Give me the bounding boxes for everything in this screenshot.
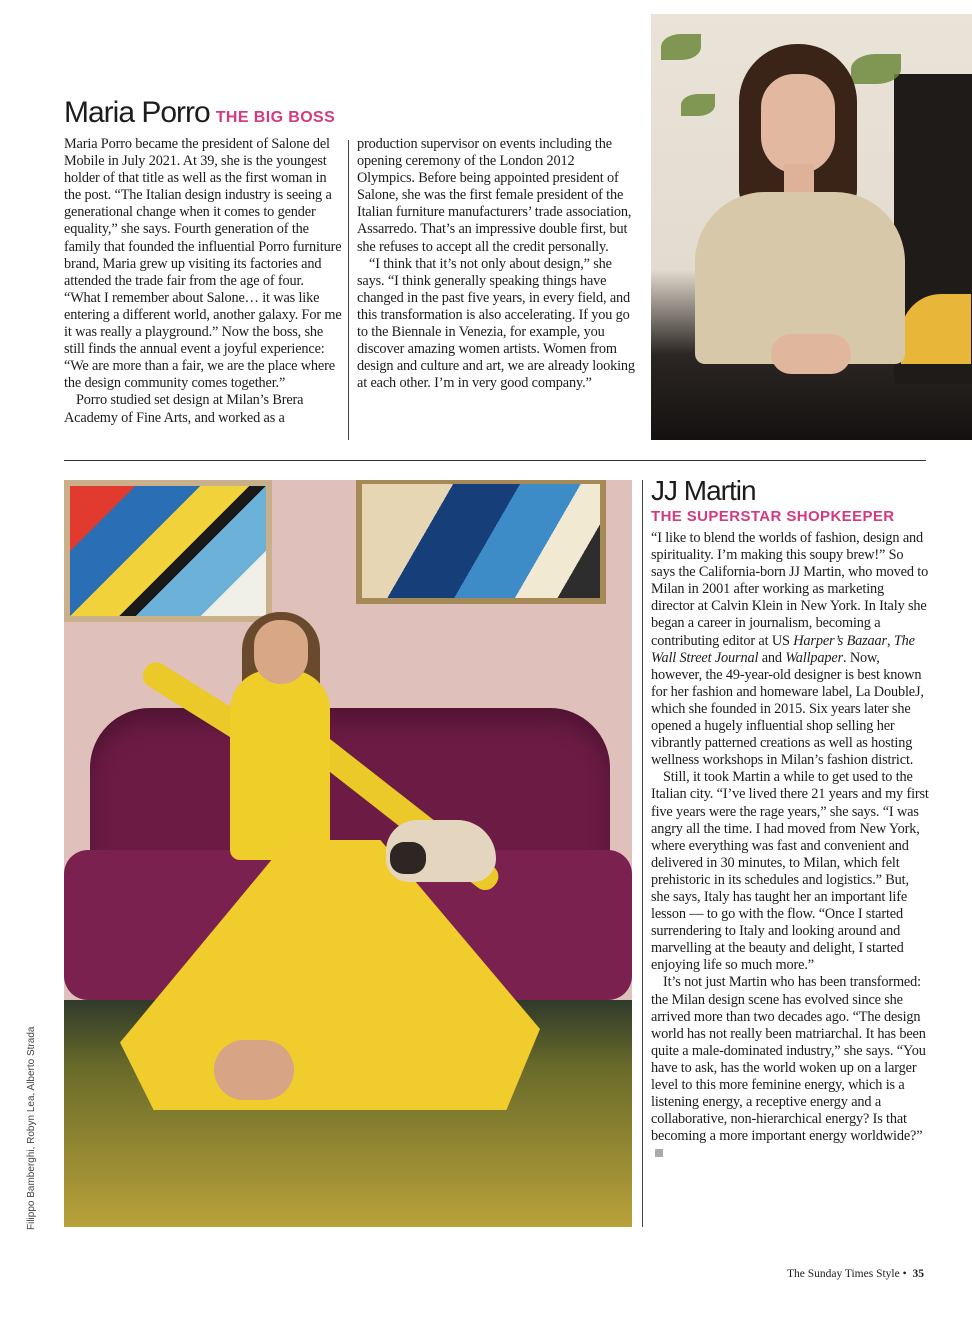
pug-face [390,842,426,874]
page-footer [787,1268,924,1280]
martin-paragraph-3 [651,974,929,1162]
martin-column [651,530,929,1162]
column-divider-top [348,140,349,440]
publication-name: The Wall Street Journal [651,632,915,666]
portrait-face [761,74,835,174]
porro-column-2 [357,136,635,392]
painting-right [356,480,606,604]
porro-col1-paragraph-1: Maria Porro became the president of Salone del Mobile in July 2021. At 39, she is the youngest holder of that title as well as the first woman in the post. “The Italian design industry is seeing a generational change when it comes to gender equality,” she says. Fourth generation of the family that founded the influential Porro furniture brand, Maria grew up visiting its factories and attended the trade fair from the age of four. “What I remember about Salone… it was like entering a different world, another galaxy. For me it was really a playground.” Now the boss, she still finds the annual event a joyful experience: “We are more than a fair, we are the place where the design community comes together.” [64,136,342,392]
porro-portrait-photo [651,14,972,440]
model-head [254,620,308,684]
porro-col2-paragraph-1: production supervisor on events including the opening ceremony of the London 2012 Olympics. Before being appointed president of Salone, she was the first female president of the Italian furniture manufacturers’ trade association, Assarredo. That’s an impressive double first, but she refuses to accept all the credit personally. [357,136,632,255]
footer-separator: • [902,1268,907,1280]
porro-col2-paragraph-2: “I think that it’s not only about design,” she says. “I think generally speaking things have changed in the past five years, in every field, and this transformation is also accelerating. If you go to the Biennale in Venezia, for example, you discover amazing women artists. Women from design and culture and art, we are already looking at each other. I’m in very good company.” [357,255,635,392]
painting-left-art [70,486,266,616]
text-run: and [758,649,786,666]
martin-name: JJ Martin [651,475,756,506]
painting-left [64,480,272,622]
photo-credit: Filippo Bamberghi, Robyn Lea, Alberto Strada [26,1026,37,1230]
porro-headline [64,96,335,130]
martin-paragraph-2: Still, it took Martin a while to get used to the Italian city. “I’ve lived there 21 years and my first five years were the rage years,” she says. “I was angry all the time. I had moved from New York, where everything was fast and convenient and delivered in 30 minutes, to Milan, which felt prehistoric in its schedules and logistics.” But, she says, Italy has taught her an important life lesson — to go with the flow. “Once I started surrendering to Italy and looking around and marvelling at the beauty and delight, I started enjoying life so much more.” [651,769,929,974]
text-run: . Now, however, the 49-year-old designer is best known for her fashion and homeware label, La DoubleJ, which she founded in 2015. Six years later she opened a hugely influential shop selling her vibrantly patterned creations as well as hosting wellness workshops in Milan’s fashion district. [651,649,924,769]
dress-bodice [230,670,330,860]
page-number: 35 [912,1268,924,1280]
portrait-hands [771,334,851,374]
martin-role: THE SUPERSTAR SHOPKEEPER [651,508,895,525]
porro-column-1 [64,136,342,427]
porro-name: Maria Porro [64,96,210,129]
publication-name: The Sunday Times Style [786,1268,900,1280]
martin-paragraph-1 [651,530,929,769]
porro-col1-paragraph-2: Porro studied set design at Milan’s Brera Academy of Fine Arts, and worked as a [64,392,304,426]
plant-leaf [851,54,901,84]
column-divider-bottom [642,480,643,1227]
end-mark-icon [655,1149,663,1157]
section-divider [64,460,926,461]
model-feet [214,1040,294,1100]
text-run: It’s not just Martin who has been transformed: the Milan design scene has evolved since she arrived more than two decades ago. “The design world has not really been matriarchal. It has been quite a male-dominated industry,” she says. “You have to ask, has the world woken up on a larger level to this more feminine energy, which is a listening energy, a receptive energy and a collaborative, non-hierarchical energy? Is that becoming a more important energy worldwide?” [651,974,926,1145]
martin-photo [64,480,632,1227]
painting-right-art [362,484,600,598]
publication-name: Harper’s Bazaar [793,632,887,649]
text-run: “I like to blend the worlds of fashion, design and spirituality. I’m making this soupy brew!” So says the California-born JJ Martin, who moved to Milan in 2001 after working as marketing director at Calvin Klein in New York. In Italy she began a career in journalism, becoming a contributing editor at US [651,530,929,649]
publication-name: Wallpaper [785,649,844,666]
text-run: , [886,632,894,649]
plant-leaf [681,94,715,116]
porro-role: THE BIG BOSS [215,109,336,126]
plant-leaf [661,34,701,60]
